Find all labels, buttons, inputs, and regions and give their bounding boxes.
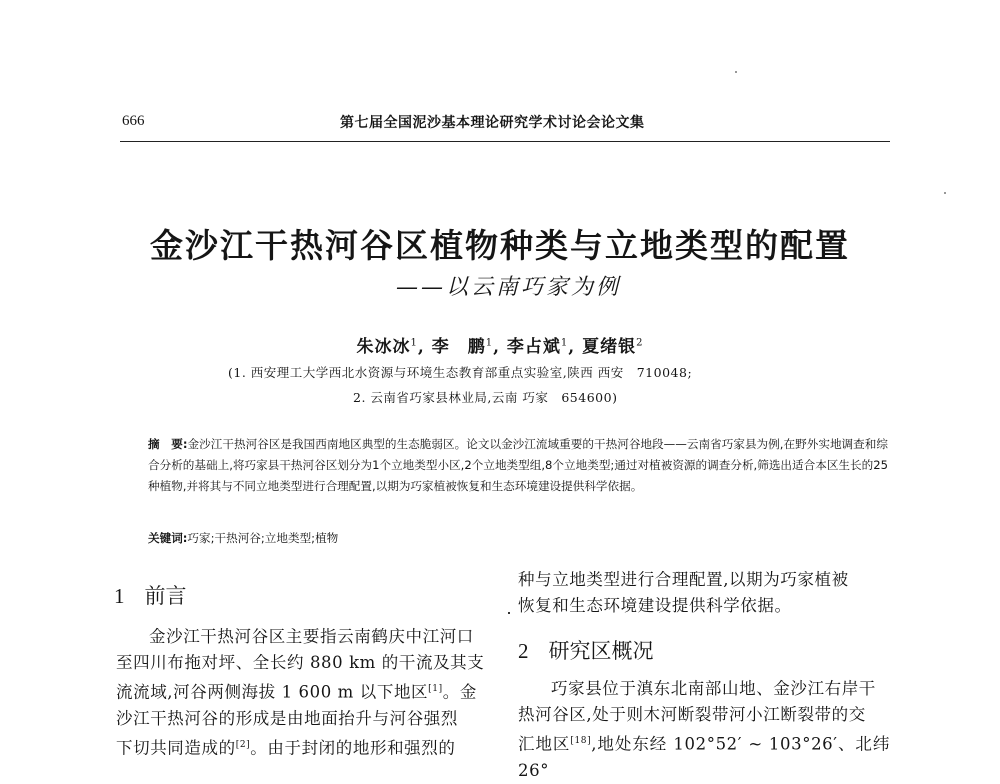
body-line: 沙江干热河谷的形成是由地面抬升与河谷强烈 xyxy=(116,708,458,728)
author-name: 李 鹏 xyxy=(431,337,486,357)
body-line: 金沙江干热河谷区主要指云南鹤庆中江河口 xyxy=(149,627,474,646)
section-number: 1 xyxy=(114,584,125,608)
header-rule xyxy=(120,141,890,142)
keywords-label: 关键词: xyxy=(148,531,188,545)
abstract-label: 摘 要: xyxy=(148,437,188,451)
author-name: 朱冰冰 xyxy=(356,337,411,357)
body-line: 下切共同造成的[2]。由于封闭的地形和强烈的 xyxy=(116,738,456,757)
scan-speck xyxy=(735,71,737,73)
section-number: 2 xyxy=(518,639,529,663)
body-line: 热河谷区,处于则木河断裂带河小江断裂带的交 xyxy=(518,705,866,724)
running-header-title: 第七届全国泥沙基本理论研究学术讨论会论文集 xyxy=(340,115,645,131)
page-number: 666 xyxy=(122,113,145,129)
section-heading-1 xyxy=(114,580,187,610)
section-title: 前言 xyxy=(144,584,187,608)
abstract xyxy=(148,434,888,497)
author-name: 李占斌 xyxy=(506,337,561,357)
author-list: 朱冰冰$^1$, 李 鹏$^1$, 李占斌$^1$, 夏绪银$^2$ xyxy=(356,337,644,357)
body-line: 恢复和生态环境建设提供科学依据。 xyxy=(518,596,792,615)
paper-subtitle: ——以云南巧家为例 xyxy=(396,275,622,300)
body-line: 汇地区[18],地处东经 102°52′ ~ 103°26′、北纬 26° xyxy=(518,734,890,780)
section-2-body xyxy=(518,676,890,784)
section-title: 研究区概况 xyxy=(548,639,654,663)
body-line: 至四川布拖对坪、全长约 880 km 的干流及其支 xyxy=(116,653,485,672)
author-mark: 2 xyxy=(636,337,644,349)
scan-speck xyxy=(944,192,946,194)
body-line: 种与立地类型进行合理配置,以期为巧家植被 xyxy=(518,570,849,589)
author-mark: 1 xyxy=(485,337,494,349)
author-name: 夏绪银 xyxy=(582,337,637,357)
section-1-body xyxy=(116,624,490,761)
abstract-text: 金沙江干热河谷区是我国西南地区典型的生态脆弱区。论文以金沙江流域重要的干热河谷地段——云南省巧家县为例,在野外实地调查和综合分析的基础上,将巧家县干热河谷区划分为1个立地类型小区,2个立地类型组,8个立地类型;通过对植被资源的调查分析,筛选出适合本区生长的25种植物,并将其与不同立地类型进行合理配置,以期为巧家植被恢复和生态环境建设提供科学依据。 xyxy=(148,437,888,493)
citation: [1] xyxy=(428,684,443,694)
scan-speck xyxy=(508,612,510,614)
affiliation-line: 2. 云南省巧家县林业局,云南 巧家 654600) xyxy=(353,390,618,405)
citation: [18] xyxy=(570,736,592,746)
paper-title: 金沙江干热河谷区植物种类与立地类型的配置 xyxy=(150,226,850,265)
body-line: 巧家县位于滇东北南部山地、金沙江右岸干 xyxy=(551,679,876,698)
keywords-text: 巧家;干热河谷;立地类型;植物 xyxy=(187,531,339,545)
right-column-continuation xyxy=(518,567,890,619)
section-heading-2 xyxy=(518,635,654,665)
author-mark: 1 xyxy=(410,337,418,349)
citation: [2] xyxy=(235,739,251,750)
affiliation-line: (1. 西安理工大学西北水资源与环境生态教育部重点实验室,陕西 西安 710048; xyxy=(228,365,693,380)
keywords xyxy=(148,530,338,546)
body-line: 流流域,河谷两侧海拔 1 600 m 以下地区[1]。金 xyxy=(116,682,477,702)
author-mark: 1 xyxy=(560,337,569,349)
